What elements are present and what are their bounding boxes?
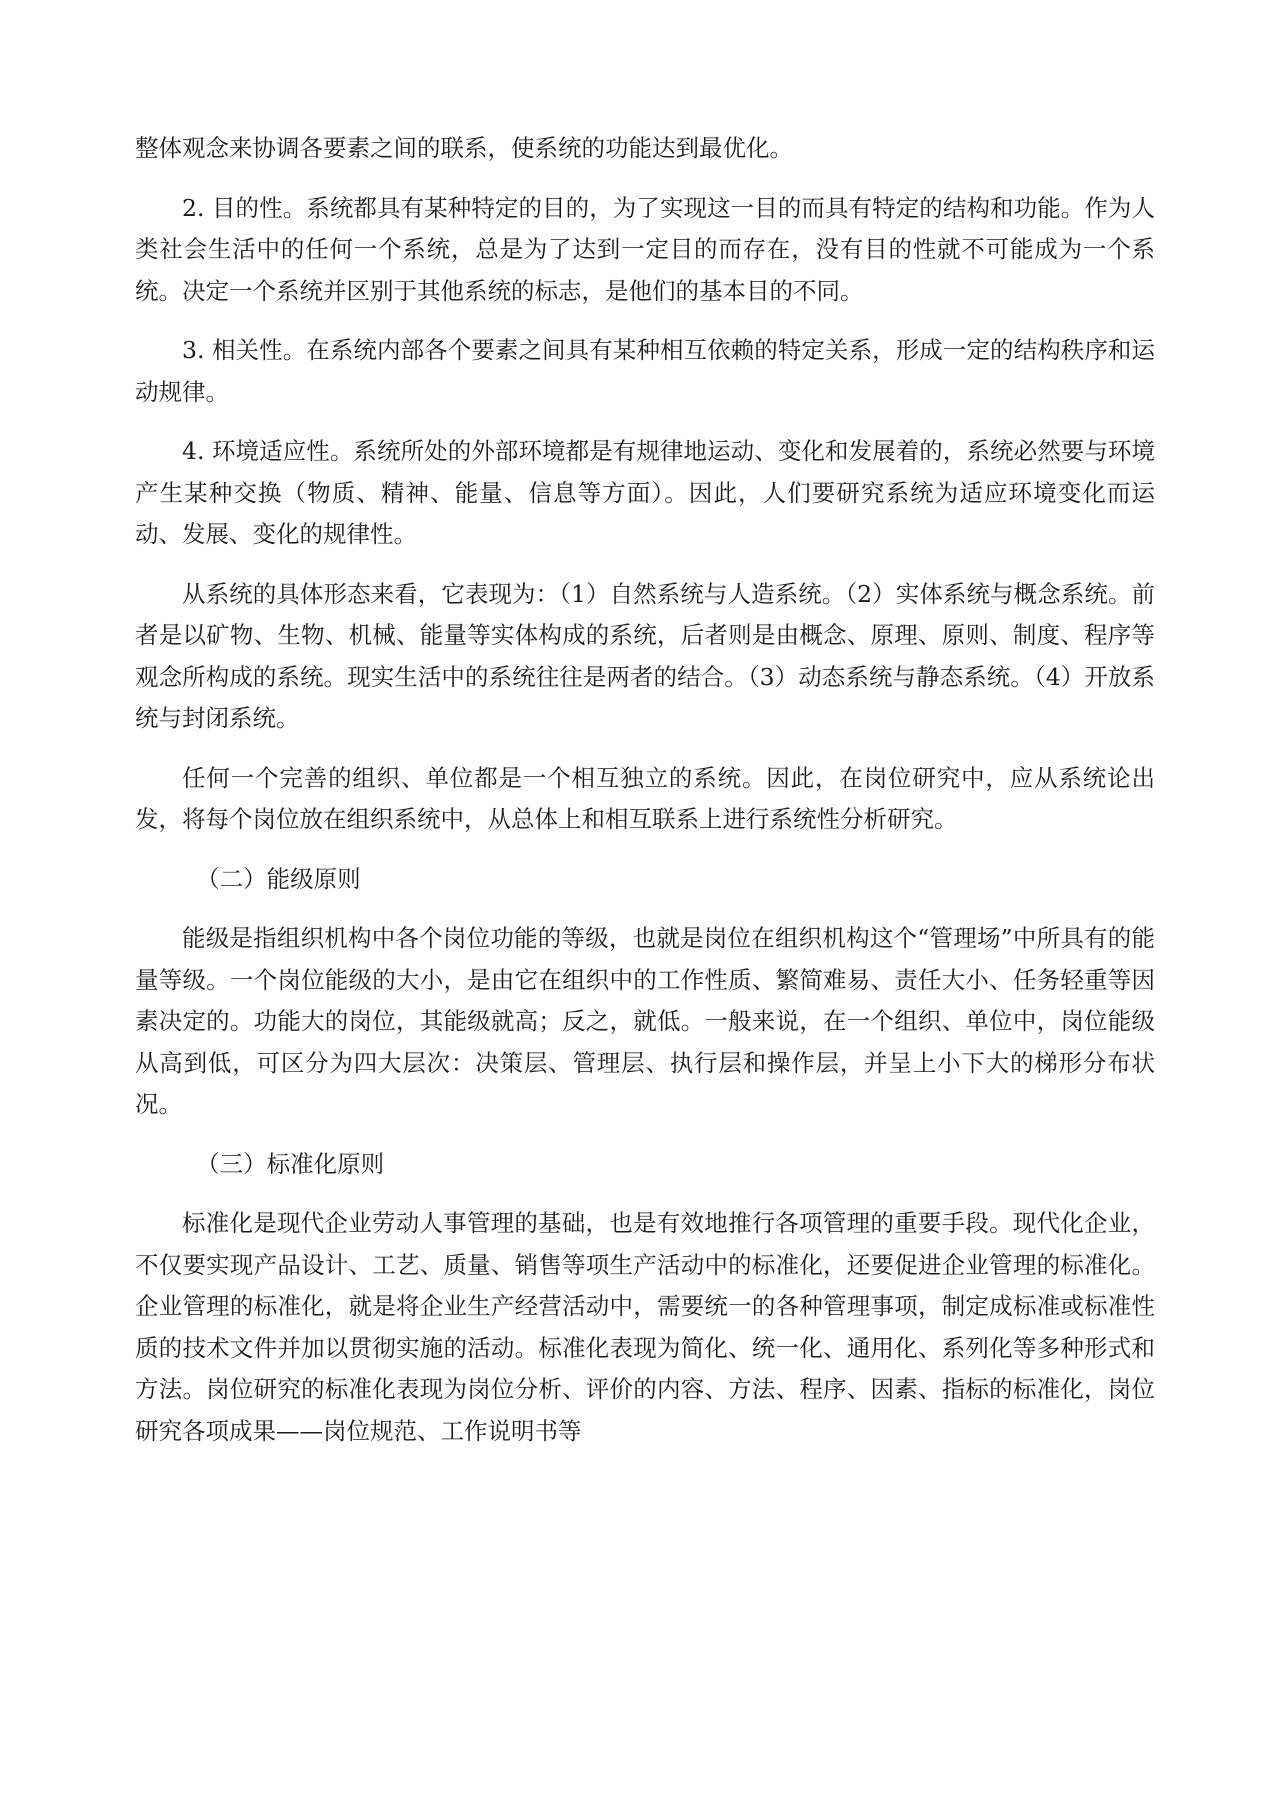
document-page <box>135 128 1155 1452</box>
paragraph-organization-system: 任何一个完善的组织、单位都是一个相互独立的系统。因此，在岗位研究中，应从系统论出发，将每个岗位放在组织系统中，从总体上和相互联系上进行系统性分析研究。 <box>135 763 1155 833</box>
section-heading-energy-level: （二）能级原则 <box>196 864 361 893</box>
paragraph-system-forms: 从系统的具体形态来看，它表现为：（1）自然系统与人造系统。（2）实体系统与概念系统。前者是以矿物、生物、机械、能量等实体构成的系统，后者则是由概念、原理、原则、制度、程序等观念所构成的系统。现实生活中的系统往往是两者的结合。（3）动态系统与静态系统。（4）开放系统与封闭系统。 <box>135 579 1155 732</box>
paragraph-correlation: 3. 相关性。在系统内部各个要素之间具有某种相互依赖的特定关系，形成一定的结构秩序和运动规律。 <box>135 336 1155 406</box>
paragraph-environment-adaptability: 4. 环境适应性。系统所处的外部环境都是有规律地运动、变化和发展着的，系统必然要与环境产生某种交换（物质、精神、能量、信息等方面）。因此，人们要研究系统为适应环境变化而运动、发展、变化的规律性。 <box>135 437 1155 548</box>
paragraph-energy-level: 能级是指组织机构中各个岗位功能的等级，也就是岗位在组织机构这个“管理场”中所具有的能量等级。一个岗位能级的大小，是由它在组织中的工作性质、繁简难易、责任大小、任务轻重等因素决定的。功能大的岗位，其能级就高；反之，就低。一般来说，在一个组织、单位中，岗位能级从高到低，可区分为四大层次：决策层、管理层、执行层和操作层，并呈上小下大的梯形分布状况。 <box>135 924 1155 1118</box>
paragraph-standardization: 标准化是现代企业劳动人事管理的基础，也是有效地推行各项管理的重要手段。现代化企业，不仅要实现产品设计、工艺、质量、销售等项生产活动中的标准化，还要促进企业管理的标准化。企业管理的标准化，就是将企业生产经营活动中，需要统一的各种管理事项，制定成标准或标准性质的技术文件并加以贯彻实施的活动。标准化表现为简化、统一化、通用化、系列化等多种形式和方法。岗位研究的标准化表现为岗位分析、评价的内容、方法、程序、因素、指标的标准化，岗位研究各项成果——岗位规范、工作说明书等 <box>135 1209 1155 1445</box>
paragraph-continuation: 整体观念来协调各要素之间的联系，使系统的功能达到最优化。 <box>135 134 793 162</box>
paragraph-purposiveness: 2. 目的性。系统都具有某种特定的目的，为了实现这一目的而具有特定的结构和功能。作为人类社会生活中的任何一个系统，总是为了达到一定目的而存在，没有目的性就不可能成为一个系统。决定一个系统并区别于其他系统的标志，是他们的基本目的不同。 <box>135 193 1155 305</box>
section-heading-standardization: （三）标准化原则 <box>196 1149 385 1178</box>
